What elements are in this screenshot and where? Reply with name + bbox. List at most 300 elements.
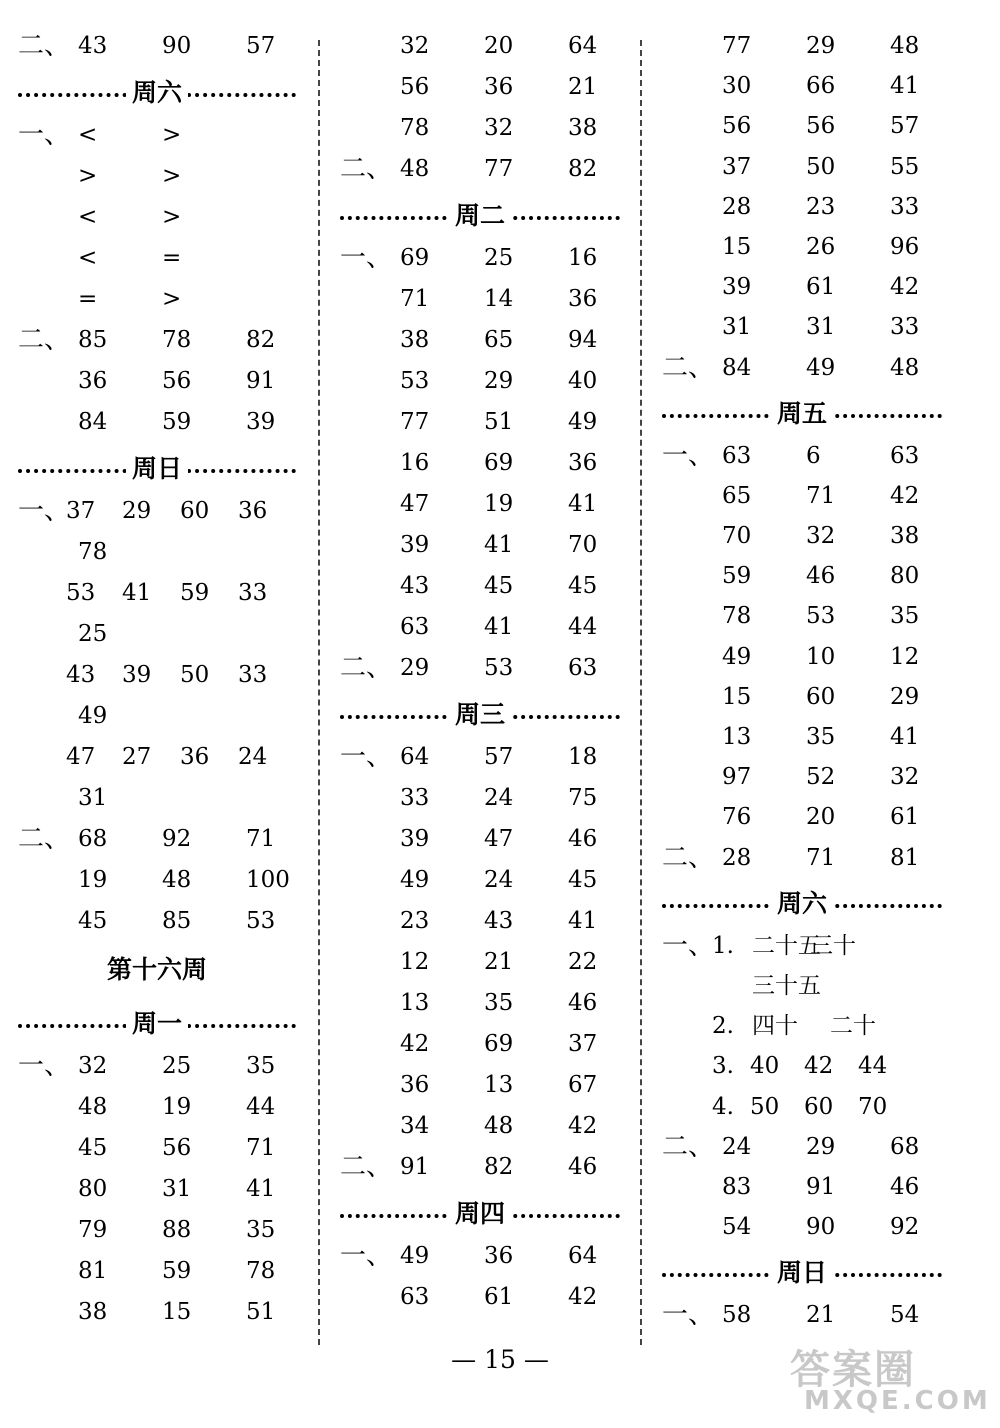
answer-value: 31 [722,314,752,341]
answer-value: 12 [890,643,920,670]
answer-value: > [78,163,98,189]
answer-value: 94 [568,327,598,353]
answer-row [662,1046,942,1086]
answer-value: 70 [858,1093,888,1120]
answer-value: 65 [722,482,752,509]
answer-value: 46 [568,826,598,852]
answer-row [340,443,620,484]
answer-value: 53 [484,655,514,681]
answer-value: 83 [722,1173,752,1200]
answer-row [340,149,620,190]
question-number: 一、 [340,243,393,273]
answer-value: 41 [890,724,920,750]
answer-value: < [78,245,98,271]
answer-value: 69 [484,450,514,476]
answer-row [340,1065,620,1106]
answer-value: 47 [66,744,96,770]
answer-value: 32 [806,523,836,550]
answer-value: 96 [890,233,920,260]
answer-row [18,26,296,67]
answer-value: 56 [162,1135,192,1161]
answer-value: 80 [78,1176,108,1202]
answer-row [340,778,620,819]
answer-value: 56 [722,113,752,140]
answer-value: 36 [78,368,108,394]
answer-value: 61 [890,804,920,831]
day-label: 周五 [771,396,833,432]
answer-value: 16 [400,450,430,476]
answer-column-1 [18,26,296,1333]
answer-value: 19 [484,491,514,517]
day-label: 周六 [126,75,188,111]
answer-value: 38 [890,523,920,550]
answer-row [18,901,296,942]
answer-value: 29 [400,655,430,681]
answer-value: 56 [162,368,192,394]
answer-value: 35 [246,1053,276,1079]
answer-value: 36 [484,1243,514,1269]
answer-value: 34 [400,1113,430,1139]
answer-value: 33 [890,193,920,220]
answer-row [340,901,620,942]
answer-row [662,307,942,347]
day-separator [662,388,942,436]
answer-value: 30 [722,73,752,100]
answer-row [662,476,942,516]
answer-value: 52 [806,764,836,791]
answer-value: 28 [722,193,752,220]
answer-value: 2. [712,1013,734,1040]
answer-row [662,966,942,1006]
answer-row [18,320,296,361]
answer-row [18,778,296,819]
answer-value: 64 [568,1243,598,1269]
answer-row [662,596,942,636]
answer-value: 41 [122,580,152,606]
question-number: 二、 [662,842,715,873]
answer-value: 39 [722,274,752,301]
answer-value: 82 [568,156,598,182]
answer-value: 42 [400,1031,430,1057]
answer-row [18,1251,296,1292]
answer-value: 81 [890,844,920,871]
answer-value: 65 [484,327,514,353]
answer-value: 14 [484,286,514,312]
answer-value: 32 [484,115,514,141]
answer-value: 60 [180,498,210,524]
answer-value: 32 [78,1053,108,1079]
answer-row [340,1236,620,1277]
answer-row [18,819,296,860]
answer-value: 48 [890,33,920,59]
answer-row [340,819,620,860]
answer-value: 63 [400,1284,430,1310]
answer-value: 59 [180,580,210,606]
answer-value: 20 [806,804,836,831]
answer-value: 32 [400,33,430,59]
answer-value: 63 [568,655,598,681]
answer-value: 61 [806,274,836,301]
answer-value: 48 [162,867,192,893]
answer-value: 91 [806,1173,836,1200]
answer-value: 29 [122,498,152,524]
answer-value: 39 [400,532,430,558]
question-number: 二、 [18,325,71,355]
answer-value: 12 [400,949,430,975]
answer-row [662,637,942,677]
answer-value: 29 [806,33,836,59]
answer-value: 26 [806,233,836,260]
answer-value: 41 [484,614,514,640]
answer-row [662,926,942,966]
day-separator [18,998,296,1046]
answer-row [340,484,620,525]
question-number: 二、 [18,824,71,854]
answer-value: 70 [722,523,752,550]
answer-value: 64 [400,744,430,770]
answer-value: 41 [568,908,598,934]
answer-value: 21 [806,1302,836,1329]
answer-value: > [162,286,182,312]
answer-value: 48 [78,1094,108,1120]
day-label: 周四 [449,1196,511,1232]
answer-value: 24 [238,744,268,770]
answer-value: 85 [78,327,108,353]
answer-value: > [162,204,182,230]
answer-value: 69 [484,1031,514,1057]
answer-row [18,279,296,320]
answer-value: 40 [568,368,598,394]
answer-value: 92 [162,826,192,852]
answer-value: 31 [78,785,108,811]
answer-value: 29 [806,1133,836,1160]
answer-value: 33 [238,580,268,606]
answer-value: 36 [180,744,210,770]
answer-row [662,267,942,307]
answer-value: 36 [568,286,598,312]
answer-row [340,1024,620,1065]
answer-row [340,238,620,279]
answer-value: 42 [804,1053,834,1080]
answer-row [340,402,620,443]
answer-row [340,525,620,566]
question-number: 一、 [662,930,715,961]
answer-value: 35 [484,990,514,1016]
answer-value: 45 [484,573,514,599]
answer-value: 13 [722,724,752,750]
answer-value: 13 [400,990,430,1016]
answer-value: 48 [890,354,920,381]
answer-value: 10 [806,643,836,670]
answer-value: 43 [78,33,108,59]
answer-value: 88 [162,1217,192,1243]
answer-value: 71 [400,286,430,312]
answer-row [18,1169,296,1210]
answer-value: 43 [484,908,514,934]
answer-value: 15 [722,683,752,710]
question-number: 一、 [662,440,715,471]
answer-value: 23 [400,908,430,934]
day-separator [340,1188,620,1236]
answer-value: 23 [806,193,836,220]
answer-row [662,1006,942,1046]
answer-row [18,532,296,573]
answer-row [18,115,296,156]
answer-value: 47 [484,826,514,852]
answer-row [662,838,942,878]
answer-row [18,1087,296,1128]
answer-value: 92 [890,1214,920,1241]
answer-row [662,1127,942,1167]
question-number: 二、 [340,154,393,184]
question-number: 一、 [340,742,393,772]
answer-row [662,717,942,757]
answer-value: = [162,245,182,271]
answer-value: 58 [722,1302,752,1329]
answer-row [662,797,942,837]
answer-value: 45 [78,908,108,934]
answer-row [18,1210,296,1251]
answer-row [340,320,620,361]
answer-value: 59 [162,1258,192,1284]
answer-row [18,737,296,778]
answer-value: 6 [806,442,821,469]
answer-value: 68 [890,1133,920,1160]
answer-value: 15 [722,233,752,260]
answer-value: 27 [122,744,152,770]
answer-value: 81 [78,1258,108,1284]
answer-value: 71 [806,844,836,871]
day-label: 周一 [126,1006,188,1042]
answer-row [18,614,296,655]
answer-value: 75 [568,785,598,811]
answer-row [662,66,942,106]
answer-value: 44 [858,1053,888,1080]
answer-value: 59 [162,409,192,435]
answer-value: 三十 [810,932,856,959]
answer-value: 25 [78,621,108,647]
answer-value: 35 [246,1217,276,1243]
answer-row [340,607,620,648]
answer-value: 36 [568,450,598,476]
answer-value: 38 [568,115,598,141]
day-separator [18,443,296,491]
answer-value: 39 [122,662,152,688]
answer-value: 41 [246,1176,276,1202]
answer-value: 19 [162,1094,192,1120]
answer-row [340,566,620,607]
answer-value: 四十 [752,1013,798,1040]
answer-value: 49 [400,1243,430,1269]
answer-value: 91 [246,368,276,394]
answer-row [340,737,620,778]
answer-value: 79 [78,1217,108,1243]
answer-value: 21 [484,949,514,975]
answer-value: 38 [78,1299,108,1325]
answer-row [340,279,620,320]
answer-value: 41 [484,532,514,558]
answer-value: 90 [162,33,192,59]
answer-value: 48 [484,1113,514,1139]
answer-row [18,197,296,238]
answer-row [18,361,296,402]
question-number: 二、 [662,1131,715,1162]
answer-value: 53 [246,908,276,934]
answer-value: < [78,204,98,230]
watermark-logo [790,1338,991,1418]
answer-value: 71 [246,826,276,852]
answer-value: 29 [890,683,920,710]
answer-value: 41 [568,491,598,517]
answer-row [18,402,296,443]
answer-row [662,1087,942,1127]
answer-value: 90 [806,1214,836,1241]
answer-value: 24 [484,867,514,893]
answer-value: 84 [78,409,108,435]
question-number: 一、 [662,1300,715,1331]
answer-value: 20 [484,33,514,59]
answer-value: 78 [400,115,430,141]
day-label: 周日 [126,451,188,487]
answer-value: 47 [400,491,430,517]
answer-value: 29 [484,368,514,394]
answer-row [340,983,620,1024]
answer-value: 三十五 [752,972,821,999]
answer-value: 49 [400,867,430,893]
answer-value: 35 [890,603,920,630]
day-label: 周日 [771,1255,833,1291]
answer-value: 53 [66,580,96,606]
answer-value: 53 [400,368,430,394]
answer-value: 38 [400,327,430,353]
answer-value: 84 [722,354,752,381]
answer-value: 31 [806,314,836,341]
answer-value: 49 [722,643,752,670]
answer-value: 4. [712,1093,734,1120]
answer-value: 42 [890,482,920,509]
answer-column-2 [340,26,620,1318]
column-divider [318,40,320,1345]
week-heading: 第十六周 [106,955,207,984]
answer-value: 69 [400,245,430,271]
answer-row [340,648,620,689]
answer-value: 56 [806,113,836,140]
answer-value: 85 [162,908,192,934]
answer-value: 32 [890,764,920,791]
answer-value: 45 [568,573,598,599]
answer-value: 51 [484,409,514,435]
answer-value: 13 [484,1072,514,1098]
answer-row [340,108,620,149]
answer-value: 53 [806,603,836,630]
question-number: 一、 [18,496,71,526]
answer-value: 49 [806,354,836,381]
answer-value: 51 [246,1299,276,1325]
answer-value: 82 [246,327,276,353]
answer-value: 41 [890,73,920,100]
answer-row [340,361,620,402]
answer-value: 78 [246,1258,276,1284]
answer-value: 97 [722,764,752,791]
answer-row [18,696,296,737]
answer-value: 37 [722,153,752,180]
answer-value: 46 [890,1173,920,1200]
answer-value: 15 [162,1299,192,1325]
answer-value: 57 [890,113,920,140]
answer-value: = [78,286,98,312]
answer-row [662,556,942,596]
answer-value: 61 [484,1284,514,1310]
answer-value: 70 [568,532,598,558]
answer-value: 33 [400,785,430,811]
answer-row [662,757,942,797]
answer-value: 54 [890,1302,920,1329]
answer-value: 77 [400,409,430,435]
answer-value: 43 [66,662,96,688]
answer-value: 50 [180,662,210,688]
answer-row [662,1207,942,1247]
answer-value: 100 [246,867,290,893]
answer-value: 3. [712,1053,734,1080]
answer-value: 31 [162,1176,192,1202]
answer-value: 91 [400,1154,430,1180]
answer-value: 25 [484,245,514,271]
answer-value: 33 [890,314,920,341]
answer-row [18,1292,296,1333]
answer-value: 54 [722,1214,752,1241]
question-number: 二、 [18,31,71,61]
answer-value: 28 [722,844,752,871]
answer-row [340,67,620,108]
answer-row [18,655,296,696]
answer-value: 45 [568,867,598,893]
answer-row [18,1128,296,1169]
answer-value: 50 [750,1093,780,1120]
answer-value: 63 [400,614,430,640]
answer-value: 39 [400,826,430,852]
answer-value: 44 [568,614,598,640]
answer-value: 77 [722,33,752,59]
answer-row [340,1277,620,1318]
answer-row [662,187,942,227]
answer-value: 60 [804,1093,834,1120]
answer-value: 22 [568,949,598,975]
column-divider [640,40,642,1345]
answer-row [662,348,942,388]
answer-value: 57 [484,744,514,770]
answer-value: 42 [890,274,920,301]
answer-row [340,1106,620,1147]
answer-value: 63 [722,442,752,469]
answer-value: 49 [568,409,598,435]
answer-row [662,677,942,717]
answer-value: 60 [806,683,836,710]
answer-value: 35 [806,724,836,750]
answer-value: 16 [568,245,598,271]
answer-row [662,1295,942,1335]
answer-value: 63 [890,442,920,469]
answer-value: 36 [400,1072,430,1098]
answer-value: 40 [750,1053,780,1080]
answer-value: 二十五 [752,932,821,959]
day-label: 周二 [449,198,511,234]
answer-value: 42 [568,1284,598,1310]
question-number: 一、 [18,1051,71,1081]
question-number: 一、 [340,1241,393,1271]
answer-value: 78 [722,603,752,630]
answer-row [662,227,942,267]
answer-value: 76 [722,804,752,831]
